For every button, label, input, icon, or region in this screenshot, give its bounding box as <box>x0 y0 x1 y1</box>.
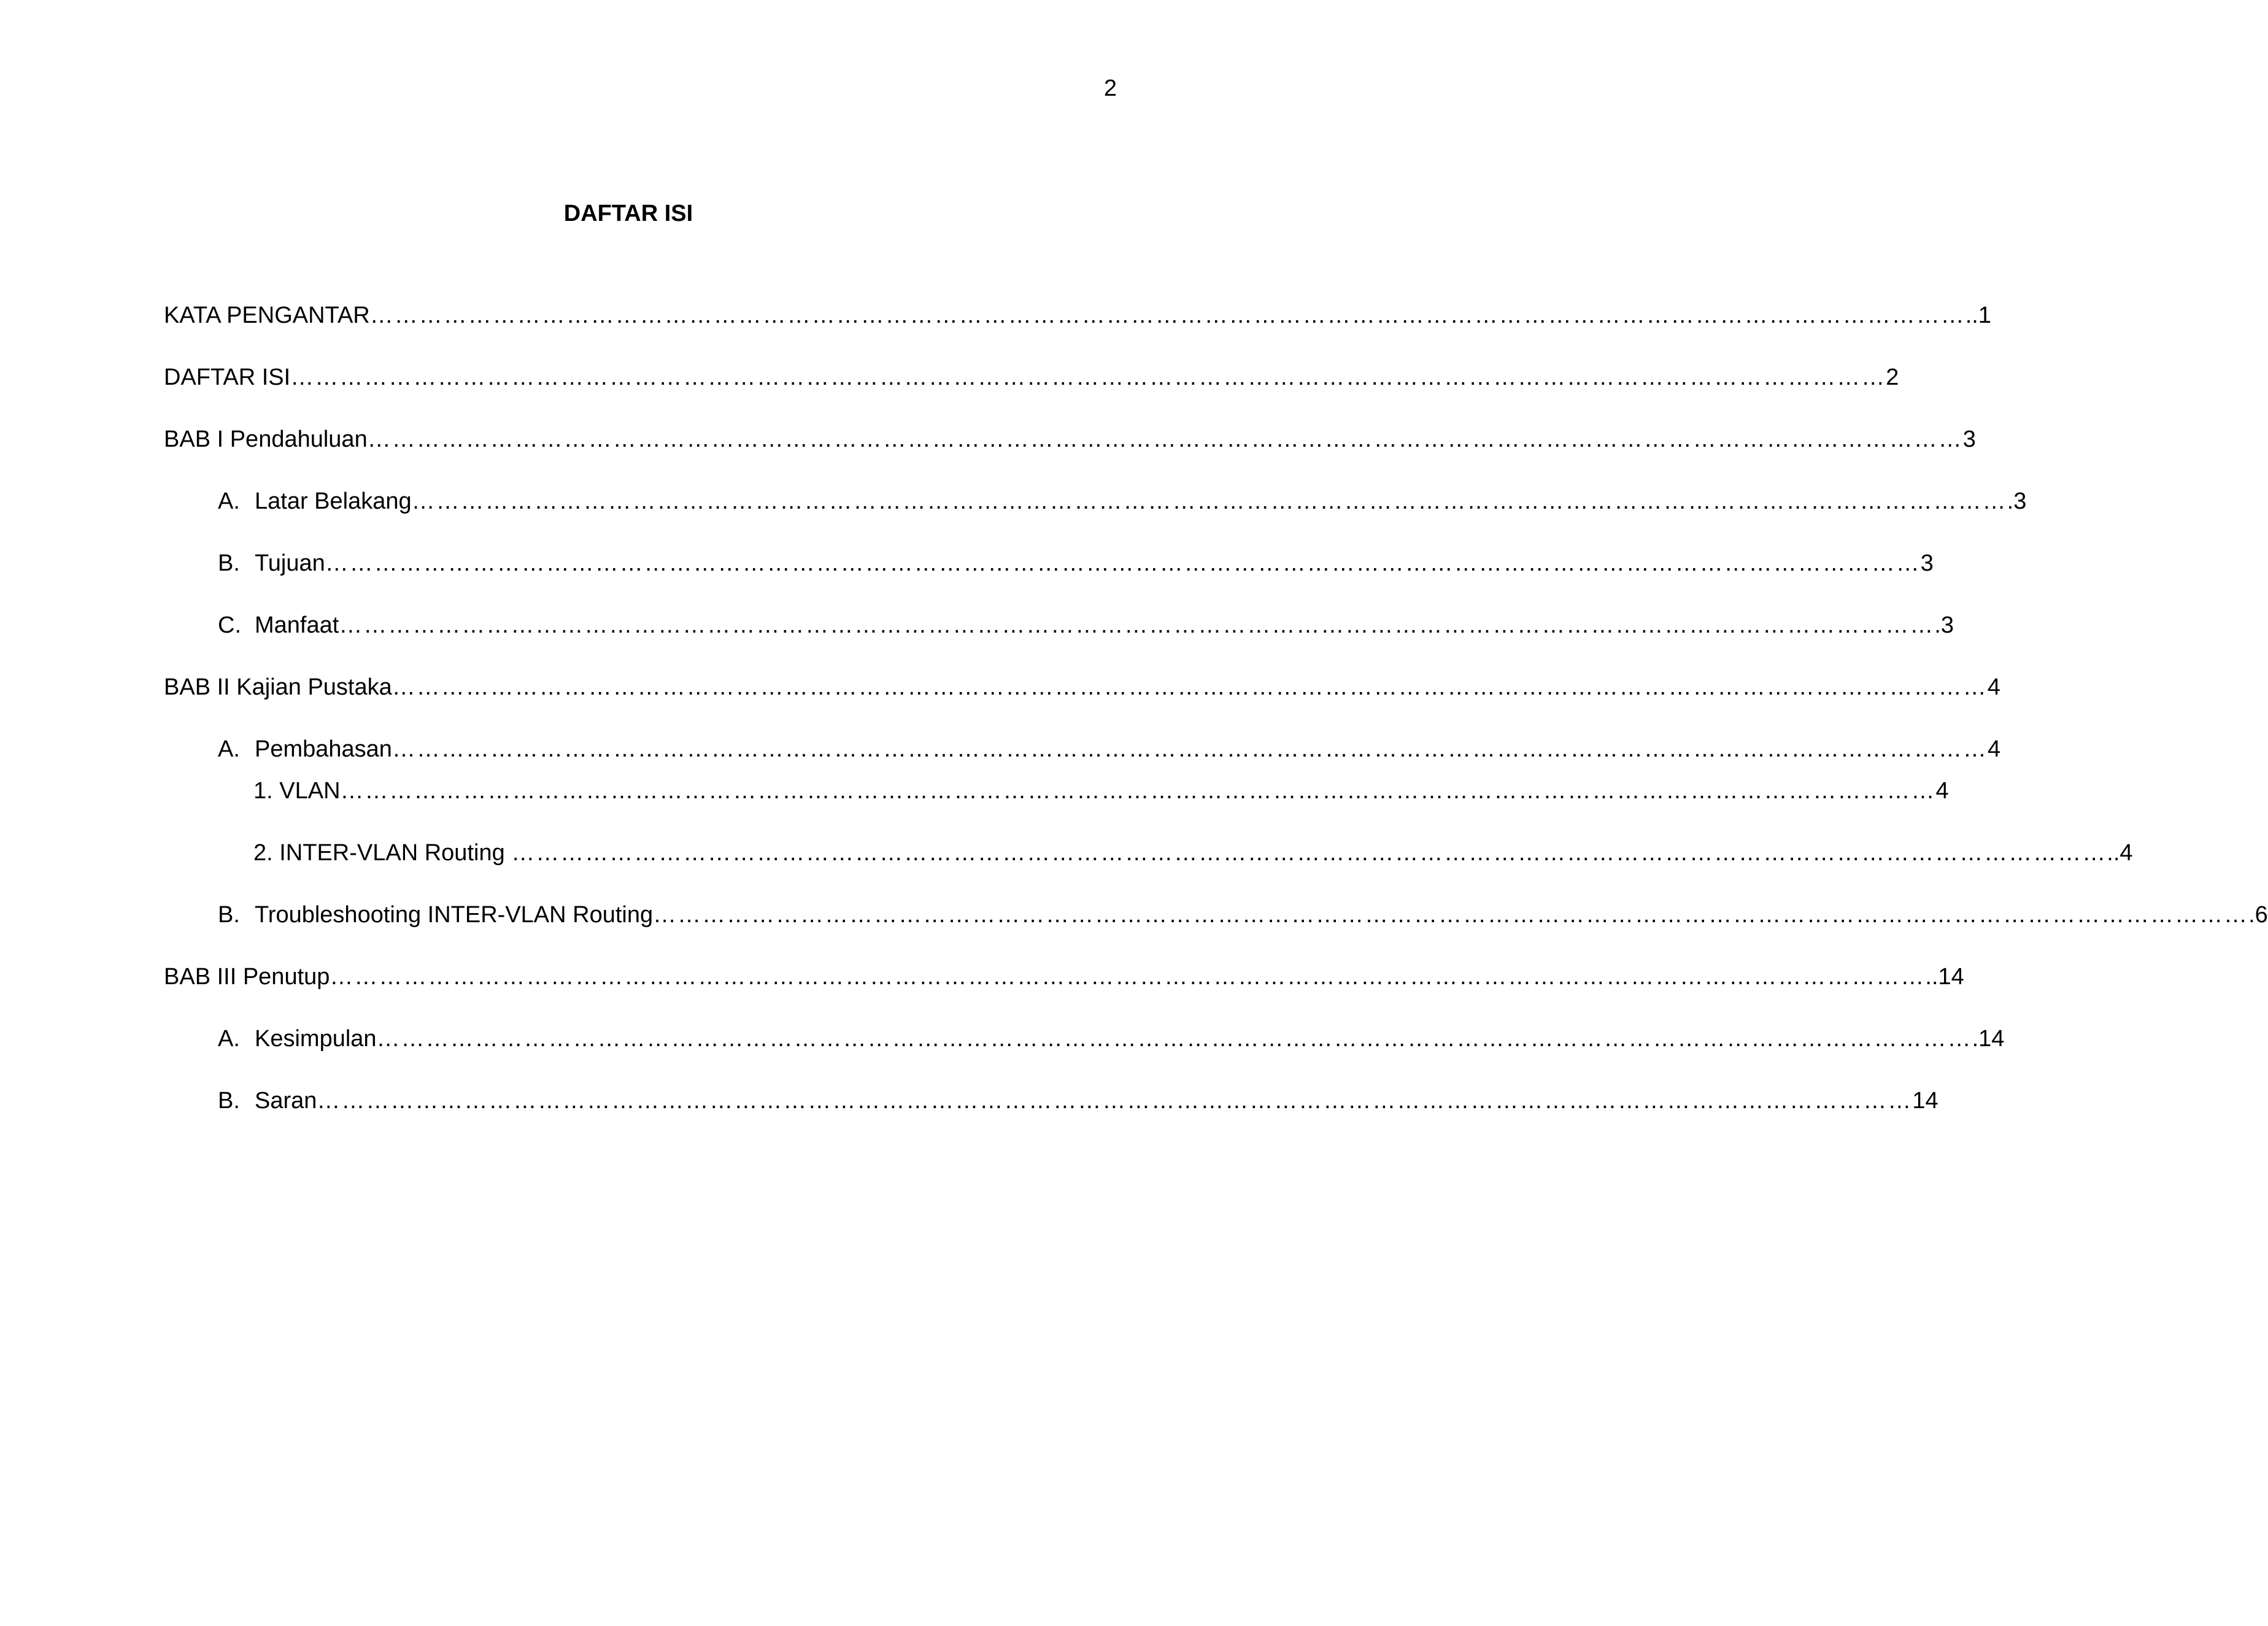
toc-entry-label: 2. INTER-VLAN Routing <box>253 840 512 866</box>
toc-entry-label: Pembahasan <box>255 736 392 762</box>
toc-entry-page: 4 <box>1935 778 1949 804</box>
toc-entry-page: 2 <box>1886 364 1899 390</box>
toc-entry-troubleshooting <box>218 899 2268 931</box>
toc-entry-label: Kesimpulan <box>255 1026 377 1052</box>
toc-entry-page: 4 <box>1987 674 2000 700</box>
toc-entry-page: 3 <box>1920 550 1934 576</box>
toc-entry-tujuan <box>218 547 1934 579</box>
toc-dot-leader: …………………………………………………………………………………………………………………………………………………………………………… <box>653 902 2249 928</box>
toc-entry-label: 1. VLAN <box>253 778 341 804</box>
toc-entry-page: 3 <box>1962 426 1976 452</box>
toc-entry-prefix: B. <box>218 1088 240 1114</box>
toc-entry-kesimpulan <box>218 1023 2005 1055</box>
toc-entry-page: 14 <box>1912 1088 1938 1114</box>
toc-entry-label: Manfaat <box>255 612 339 638</box>
toc-entry-label: Tujuan <box>255 550 325 576</box>
toc-entry-prefix: A. <box>218 488 240 514</box>
toc-entry-label: DAFTAR ISI <box>164 364 291 390</box>
toc-dot-leader: …………………………………………………………………………………………………………………………………………………………………………… <box>317 1088 1913 1114</box>
page-number: 2 <box>1103 75 1117 101</box>
toc-entry-bab-2 <box>164 671 2000 703</box>
toc-dot-leader: …………………………………………………………………………………………………………………………………………………………………………… <box>392 674 1988 700</box>
toc-dot-leader: …………………………………………………………………………………………………………………………………………………………………………… <box>367 426 1963 452</box>
toc-entry-prefix: B. <box>218 902 240 928</box>
toc-entry-pembahasan <box>218 733 2001 765</box>
toc-dot-leader: …………………………………………………………………………………………………………………………………………………………………………… <box>411 488 2007 514</box>
toc-dot-leader: …………………………………………………………………………………………………………………………………………………………………………… <box>511 840 2107 866</box>
toc-dot-leader: …………………………………………………………………………………………………………………………………………………………………………… <box>369 302 1965 328</box>
toc-entry-prefix: B. <box>218 550 240 576</box>
toc-dot-leader: …………………………………………………………………………………………………………………………………………………………………………… <box>290 364 1886 390</box>
toc-entry-label: Troubleshooting INTER-VLAN Routing <box>255 902 654 928</box>
toc-entry-bab-3 <box>164 961 1964 993</box>
toc-entry-label: Saran <box>255 1088 317 1114</box>
toc-dot-leader: …………………………………………………………………………………………………………………………………………………………………………… <box>340 778 1936 804</box>
toc-entry-page: ..1 <box>1965 302 1991 328</box>
toc-entry-page: .3 <box>2007 488 2027 514</box>
toc-entry-kata-pengantar <box>164 299 1991 331</box>
toc-entry-latar-belakang <box>218 485 2027 517</box>
toc-dot-leader: …………………………………………………………………………………………………………………………………………………………………………… <box>376 1026 1972 1052</box>
toc-entry-inter-vlan-routing <box>253 837 2133 869</box>
toc-dot-leader: …………………………………………………………………………………………………………………………………………………………………………… <box>392 736 1988 762</box>
toc-dot-leader: …………………………………………………………………………………………………………………………………………………………………………… <box>339 612 1935 638</box>
toc-entry-page: .6 <box>2248 902 2268 928</box>
toc-entry-daftar-isi <box>164 361 1899 393</box>
toc-entry-label: BAB II Kajian Pustaka <box>164 674 392 700</box>
page-title: DAFTAR ISI <box>563 201 693 226</box>
toc-entry-prefix: A. <box>218 736 240 762</box>
toc-entry-label: BAB III Penutup <box>164 964 330 990</box>
toc-dot-leader: …………………………………………………………………………………………………………………………………………………………………………… <box>330 964 1926 990</box>
toc-entry-label: BAB I Pendahuluan <box>164 426 368 452</box>
toc-entry-page: ..14 <box>1925 964 1964 990</box>
toc-entry-page: 4 <box>1987 736 2001 762</box>
toc-entry-prefix: C. <box>218 612 241 638</box>
toc-entry-label: Latar Belakang <box>255 488 412 514</box>
toc-entry-prefix: A. <box>218 1026 240 1052</box>
toc-entry-label: KATA PENGANTAR <box>164 302 370 328</box>
toc-dot-leader: …………………………………………………………………………………………………………………………………………………………………………… <box>325 550 1921 576</box>
toc-entry-saran <box>218 1085 1938 1117</box>
toc-entry-page: .3 <box>1934 612 1954 638</box>
toc-entry-page: ..4 <box>2107 840 2133 866</box>
toc-entry-vlan <box>253 775 1949 807</box>
toc-entry-bab-1 <box>164 423 1976 455</box>
toc-entry-manfaat <box>218 609 1954 641</box>
toc-entry-page: .14 <box>1972 1026 2005 1052</box>
